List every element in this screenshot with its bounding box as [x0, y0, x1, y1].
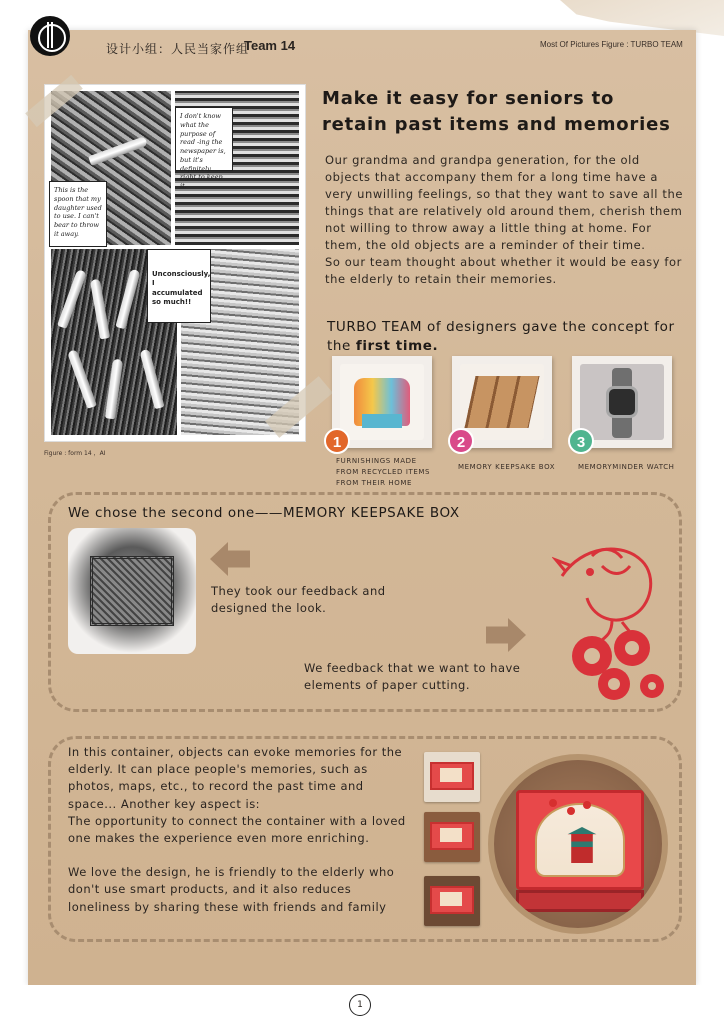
lantern-icon — [567, 807, 575, 815]
figure-caption: Figure : form 14 ，AI — [44, 450, 106, 457]
feedback-text-paper-cutting: We feedback that we want to have elements of paper cutting. — [304, 661, 521, 692]
bird-body — [562, 549, 651, 620]
concept-caption-1: FURNISHINGS MADE FROM RECYCLED ITEMS FROM THEIR HOME — [336, 457, 431, 487]
logo-mark — [47, 22, 53, 48]
speech-bubble-newspaper: I don't know what the purpose of read -ing the newspaper is, but it's definitely right to keep it. — [175, 107, 233, 171]
thumb-box-inset — [440, 892, 462, 906]
bird-wing — [602, 566, 630, 574]
keepsake-box-final-photo — [488, 754, 668, 934]
bird-eye — [586, 568, 594, 576]
final-box-window — [535, 803, 625, 877]
lantern-icon — [583, 801, 591, 809]
spoon-drawing — [105, 359, 123, 420]
ornate-box-photo — [68, 528, 196, 654]
intro-paragraph: Our grandma and grandpa generation, for the old objects that accompany them for a long time have a very unwilling feelings, so that they want to save all the things that are relatively old around them, cherish them not willing to throw away a little thing at home. For them, the old objects are a reminder of their time. So our team thought about whether it would be easy for the elderly to retain their memories. — [325, 153, 684, 286]
bird-beak — [556, 560, 572, 572]
concept-emphasis: first time. — [355, 338, 439, 354]
group-label: 设计小组：人民当家作组 — [106, 42, 250, 56]
spoon-drawing — [67, 349, 97, 409]
lantern-icon — [549, 799, 557, 807]
team-label: Team 14 — [244, 38, 296, 53]
concept-caption-2: MEMORY KEEPSAKE BOX — [458, 463, 556, 471]
thumb-box-inset — [440, 828, 462, 842]
spoon-drawing — [139, 349, 164, 410]
feedback-text-design: They took our feedback and designed the look. — [211, 584, 386, 615]
keepsake-box-illustration — [460, 364, 544, 440]
container-description — [68, 744, 414, 916]
concept-lead: TURBO TEAM of designers gave the concept for the — [327, 319, 675, 354]
speech-bubble-accumulated: Unconsciously, I accumulated so much!! — [147, 249, 211, 323]
box-thumbnail-3 — [424, 876, 480, 926]
box-ornament — [90, 556, 174, 626]
spoon-drawing — [90, 279, 110, 340]
thumb-box-inset — [440, 768, 462, 782]
armchair-illustration — [340, 364, 424, 440]
image-credit: Most Of Pictures Figure : TURBO TEAM — [540, 40, 683, 49]
section-choice-title: We chose the second one——MEMORY KEEPSAKE BOX — [68, 505, 460, 521]
concept-statement — [327, 318, 687, 356]
final-box-base — [516, 890, 644, 912]
pagoda-illustration — [564, 827, 600, 863]
concept-number-2: 2 — [448, 428, 474, 454]
box-thumbnail-1 — [424, 752, 480, 802]
box-thumbnail-2 — [424, 812, 480, 862]
concept-number-3: 3 — [568, 428, 594, 454]
concept-number-1: 1 — [324, 428, 350, 454]
page-headline: Make it easy for seniors to retain past items and memories — [322, 88, 671, 135]
container-paragraph-1: In this container, objects can evoke memories for the elderly. It can place people's memories, such as photos, maps, etc., to record the past time and space... Another key aspect is: The opportunity to connect the container with a loved one makes the experience even more enriching. — [68, 745, 406, 846]
spoon-drawing — [88, 136, 148, 166]
concept-caption-3: MEMORYMINDER WATCH — [578, 463, 675, 471]
paper-cutting-bird-illustration — [552, 536, 668, 704]
spoon-drawing — [57, 269, 87, 329]
watch-illustration — [580, 364, 664, 440]
spoon-drawing — [115, 269, 140, 330]
final-box-lid — [516, 790, 644, 890]
comic-collage — [44, 84, 306, 442]
speech-bubble-spoon: This is the spoon that my daughter used to use. I can't bear to throw it away. — [49, 181, 107, 247]
container-paragraph-2: We love the design, he is friendly to the elderly who don't use smart products, and it also reduces loneliness by sharing these with friends and family — [68, 865, 395, 914]
page-number: 1 — [349, 994, 371, 1016]
